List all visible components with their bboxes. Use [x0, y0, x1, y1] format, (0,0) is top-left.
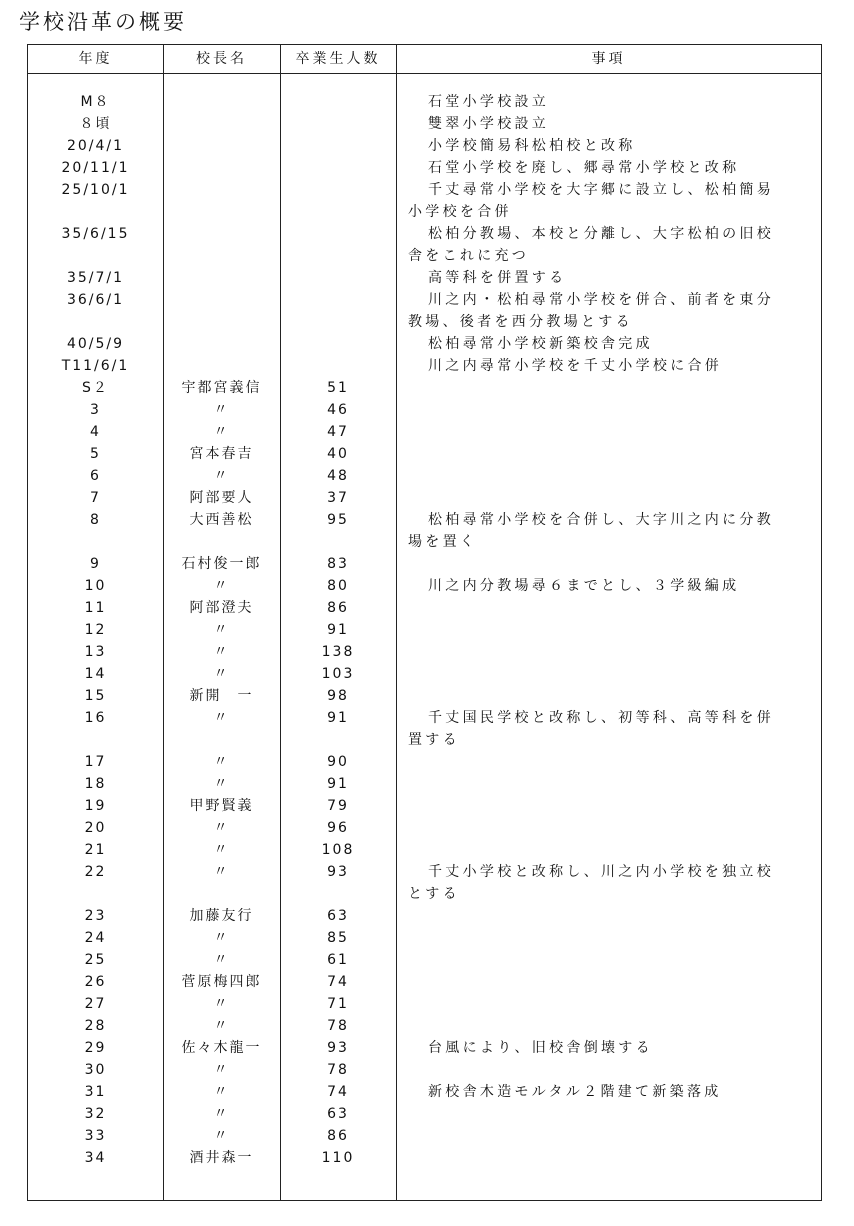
event-cell	[396, 839, 811, 861]
table-row	[28, 443, 821, 465]
event-line	[408, 597, 811, 619]
table-row	[28, 465, 821, 487]
principal-cell: 〃	[213, 842, 230, 858]
table-row	[28, 267, 821, 289]
year-cell: 9	[90, 556, 101, 572]
graduates-cell: 110	[321, 1150, 355, 1166]
table-row	[28, 773, 821, 795]
table-row	[28, 157, 821, 179]
event-line	[408, 1059, 811, 1081]
table-row	[28, 685, 821, 707]
event-cell	[396, 553, 811, 575]
event-cell	[396, 1125, 811, 1147]
event-line: 石堂小学校設立	[428, 94, 550, 110]
table-row	[28, 1037, 821, 1059]
year-cell: 21	[84, 842, 107, 858]
event-cell	[396, 971, 811, 993]
page-title: 学校沿革の概要	[19, 10, 187, 34]
principal-cell: 〃	[213, 1062, 230, 1078]
year-cell: 8	[90, 512, 101, 528]
event-cell	[396, 421, 811, 443]
event-cell	[396, 751, 811, 773]
event-cell	[396, 949, 811, 971]
event-cell	[396, 333, 811, 355]
year-cell: 17	[84, 754, 107, 770]
principal-cell: 〃	[213, 402, 230, 418]
principal-cell: 〃	[213, 666, 230, 682]
graduates-cell: 47	[327, 424, 349, 440]
year-cell: 7	[90, 490, 101, 506]
year-cell: 16	[84, 710, 107, 726]
year-cell: 6	[90, 468, 101, 484]
principal-cell: 〃	[213, 930, 230, 946]
event-line: 小学校簡易科松柏校と改称	[428, 138, 636, 154]
header-event: 事項	[591, 51, 626, 67]
graduates-cell: 63	[327, 908, 349, 924]
event-cell	[396, 905, 811, 927]
event-cell	[396, 707, 811, 751]
event-line	[408, 1147, 811, 1169]
event-line	[408, 1125, 811, 1147]
event-line: 川之内尋常小学校を千丈小学校に合併	[428, 358, 723, 374]
event-line: 舎をこれに充つ	[408, 248, 530, 264]
table-row	[28, 1059, 821, 1081]
principal-cell: 阿部要人	[189, 490, 254, 506]
table-row	[28, 817, 821, 839]
year-cell: 22	[84, 864, 107, 880]
table-row	[28, 949, 821, 971]
principal-cell: 宮本春吉	[189, 446, 254, 462]
year-cell: 15	[84, 688, 107, 704]
year-cell: T11/6/1	[61, 358, 130, 374]
event-cell	[396, 267, 811, 289]
year-cell: 20/4/1	[66, 138, 125, 154]
principal-cell: 〃	[213, 1106, 230, 1122]
table-row	[28, 575, 821, 597]
event-cell	[396, 773, 811, 795]
event-line	[408, 971, 811, 993]
year-cell: 24	[84, 930, 107, 946]
graduates-cell: 96	[327, 820, 349, 836]
graduates-cell: 51	[327, 380, 349, 396]
event-cell	[396, 355, 811, 377]
principal-cell: 石村俊一郎	[181, 556, 262, 572]
graduates-cell: 108	[321, 842, 355, 858]
event-cell	[396, 795, 811, 817]
principal-cell: 〃	[213, 622, 230, 638]
event-cell	[396, 1015, 811, 1037]
graduates-cell: 86	[327, 600, 349, 616]
year-cell: 23	[84, 908, 107, 924]
header-principal: 校長名	[196, 51, 247, 67]
event-line	[408, 377, 811, 399]
event-cell	[396, 641, 811, 663]
table-row	[28, 487, 821, 509]
event-line	[408, 817, 811, 839]
event-line	[408, 905, 811, 927]
event-cell	[396, 1037, 811, 1059]
event-line: 川之内・松柏尋常小学校を併合、前者を東分	[428, 292, 774, 308]
event-cell	[396, 91, 811, 113]
graduates-cell: 74	[327, 1084, 349, 1100]
event-cell	[396, 465, 811, 487]
table-row	[28, 399, 821, 421]
year-cell: 25	[84, 952, 107, 968]
table-row	[28, 113, 821, 135]
year-cell: 35/6/15	[61, 226, 130, 242]
principal-cell: 佐々木龍一	[181, 1040, 262, 1056]
table-row	[28, 971, 821, 993]
graduates-cell: 40	[327, 446, 349, 462]
graduates-cell: 79	[327, 798, 349, 814]
event-cell	[396, 509, 811, 553]
graduates-cell: 46	[327, 402, 349, 418]
year-cell: 32	[84, 1106, 107, 1122]
event-line: 台風により、旧校舎倒壊する	[428, 1040, 653, 1056]
table-row	[28, 1147, 821, 1169]
year-cell: 26	[84, 974, 107, 990]
table-row	[28, 509, 821, 553]
graduates-cell: 78	[327, 1018, 349, 1034]
table-row	[28, 377, 821, 399]
event-line: 教場、後者を西分教場とする	[408, 314, 633, 330]
event-line: 千丈小学校と改称し、川之内小学校を独立校	[428, 864, 774, 880]
graduates-cell: 85	[327, 930, 349, 946]
event-line: 千丈尋常小学校を大字郷に設立し、松柏簡易	[428, 182, 774, 198]
year-cell: 13	[84, 644, 107, 660]
year-cell: 10	[84, 578, 107, 594]
event-cell	[396, 597, 811, 619]
table-row	[28, 223, 821, 267]
event-line: 小学校を合併	[408, 204, 512, 220]
principal-cell: 〃	[213, 710, 230, 726]
table-row	[28, 795, 821, 817]
year-cell: 30	[84, 1062, 107, 1078]
table-row	[28, 905, 821, 927]
principal-cell: 甲野賢義	[189, 798, 254, 814]
header-graduates: 卒業生人数	[295, 51, 381, 67]
graduates-cell: 37	[327, 490, 349, 506]
year-cell: S２	[82, 380, 109, 396]
principal-cell: 〃	[213, 424, 230, 440]
event-line: 千丈国民学校と改称し、初等科、高等科を併	[428, 710, 774, 726]
table-header	[28, 45, 821, 74]
principal-cell: 加藤友行	[189, 908, 254, 924]
principal-cell: 〃	[213, 468, 230, 484]
event-cell	[396, 685, 811, 707]
event-line: 松柏尋常小学校新築校舎完成	[428, 336, 653, 352]
graduates-cell: 63	[327, 1106, 349, 1122]
graduates-cell: 93	[327, 864, 349, 880]
event-line: とする	[408, 886, 460, 902]
event-cell	[396, 157, 811, 179]
event-cell	[396, 861, 811, 905]
event-line	[408, 553, 811, 575]
table-row	[28, 289, 821, 333]
table-body	[28, 91, 821, 1169]
year-cell: M８	[80, 94, 111, 110]
graduates-cell: 90	[327, 754, 349, 770]
table-row	[28, 179, 821, 223]
year-cell: 19	[84, 798, 107, 814]
year-cell: 35/7/1	[66, 270, 125, 286]
event-cell	[396, 1103, 811, 1125]
event-line: 石堂小学校を廃し、郷尋常小学校と改称	[428, 160, 740, 176]
table-row	[28, 1081, 821, 1103]
table-row	[28, 91, 821, 113]
principal-cell: 〃	[213, 754, 230, 770]
graduates-cell: 78	[327, 1062, 349, 1078]
table-row	[28, 861, 821, 905]
principal-cell: 菅原梅四郎	[181, 974, 262, 990]
event-line	[408, 619, 811, 641]
table-row	[28, 751, 821, 773]
principal-cell: 酒井森一	[189, 1150, 254, 1166]
year-cell: 29	[84, 1040, 107, 1056]
year-cell: 4	[90, 424, 101, 440]
event-line	[408, 443, 811, 465]
year-cell: 33	[84, 1128, 107, 1144]
graduates-cell: 83	[327, 556, 349, 572]
table-row	[28, 839, 821, 861]
graduates-cell: 91	[327, 710, 349, 726]
principal-cell: 〃	[213, 1084, 230, 1100]
event-line: 雙翠小学校設立	[428, 116, 550, 132]
year-cell: 28	[84, 1018, 107, 1034]
graduates-cell: 91	[327, 622, 349, 638]
year-cell: 20	[84, 820, 107, 836]
year-cell: ８頃	[79, 116, 112, 132]
table-row	[28, 1015, 821, 1037]
principal-cell: 〃	[213, 578, 230, 594]
year-cell: 14	[84, 666, 107, 682]
year-cell: 34	[84, 1150, 107, 1166]
graduates-cell: 93	[327, 1040, 349, 1056]
principal-cell: 新開 一	[189, 688, 254, 704]
table-row	[28, 355, 821, 377]
history-table	[27, 44, 822, 1201]
graduates-cell: 74	[327, 974, 349, 990]
principal-cell: 〃	[213, 644, 230, 660]
table-row	[28, 663, 821, 685]
year-cell: 25/10/1	[61, 182, 130, 198]
principal-cell: 〃	[213, 1128, 230, 1144]
table-row	[28, 421, 821, 443]
event-line	[408, 1103, 811, 1125]
principal-cell: 〃	[213, 776, 230, 792]
event-line	[408, 465, 811, 487]
graduates-cell: 95	[327, 512, 349, 528]
event-line: 松柏尋常小学校を合併し、大字川之内に分教	[428, 512, 774, 528]
year-cell: 11	[84, 600, 107, 616]
graduates-cell: 138	[321, 644, 355, 660]
principal-cell: 〃	[213, 952, 230, 968]
header-year: 年度	[78, 51, 113, 67]
event-line	[408, 993, 811, 1015]
event-cell	[396, 817, 811, 839]
principal-cell: 阿部澄夫	[189, 600, 254, 616]
event-line: 場を置く	[408, 534, 478, 550]
table-row	[28, 993, 821, 1015]
event-cell	[396, 927, 811, 949]
event-line	[408, 751, 811, 773]
event-cell	[396, 179, 811, 223]
event-cell	[396, 487, 811, 509]
graduates-cell: 86	[327, 1128, 349, 1144]
event-cell	[396, 1081, 811, 1103]
principal-cell: 〃	[213, 996, 230, 1012]
event-cell	[396, 443, 811, 465]
event-line: 置する	[408, 732, 460, 748]
year-cell: 31	[84, 1084, 107, 1100]
table-row	[28, 333, 821, 355]
year-cell: 27	[84, 996, 107, 1012]
graduates-cell: 80	[327, 578, 349, 594]
event-cell	[396, 377, 811, 399]
year-cell: 5	[90, 446, 101, 462]
graduates-cell: 71	[327, 996, 349, 1012]
event-line	[408, 1015, 811, 1037]
event-line	[408, 795, 811, 817]
event-line: 新校舎木造モルタル２階建て新築落成	[428, 1084, 722, 1100]
event-cell	[396, 223, 811, 267]
event-cell	[396, 575, 811, 597]
event-line	[408, 663, 811, 685]
graduates-cell: 103	[321, 666, 355, 682]
event-cell	[396, 135, 811, 157]
principal-cell: 〃	[213, 820, 230, 836]
table-row	[28, 927, 821, 949]
event-cell	[396, 619, 811, 641]
event-line	[408, 399, 811, 421]
graduates-cell: 61	[327, 952, 349, 968]
year-cell: 40/5/9	[66, 336, 125, 352]
table-row	[28, 707, 821, 751]
year-cell: 18	[84, 776, 107, 792]
table-row	[28, 553, 821, 575]
event-line: 川之内分教場尋６までとし、３学級編成	[428, 578, 740, 594]
event-line	[408, 641, 811, 663]
principal-cell: 〃	[213, 1018, 230, 1034]
event-line	[408, 839, 811, 861]
event-cell	[396, 113, 811, 135]
table-row	[28, 135, 821, 157]
event-cell	[396, 1059, 811, 1081]
event-line: 松柏分教場、本校と分離し、大字松柏の旧校	[428, 226, 774, 242]
graduates-cell: 91	[327, 776, 349, 792]
event-line	[408, 949, 811, 971]
event-cell	[396, 663, 811, 685]
event-line: 高等科を併置する	[428, 270, 567, 286]
event-cell	[396, 289, 811, 333]
event-cell	[396, 399, 811, 421]
graduates-cell: 98	[327, 688, 349, 704]
event-line	[408, 773, 811, 795]
year-cell: 12	[84, 622, 107, 638]
event-cell	[396, 993, 811, 1015]
graduates-cell: 48	[327, 468, 349, 484]
event-cell	[396, 1147, 811, 1169]
event-line	[408, 421, 811, 443]
year-cell: 20/11/1	[61, 160, 130, 176]
principal-cell: 大西善松	[189, 512, 254, 528]
event-line	[408, 927, 811, 949]
principal-cell: 宇都宮義信	[181, 380, 262, 396]
principal-cell: 〃	[213, 864, 230, 880]
year-cell: 36/6/1	[66, 292, 125, 308]
table-row	[28, 1103, 821, 1125]
event-line	[408, 685, 811, 707]
table-row	[28, 641, 821, 663]
year-cell: 3	[90, 402, 101, 418]
table-row	[28, 1125, 821, 1147]
table-row	[28, 597, 821, 619]
event-line	[408, 487, 811, 509]
table-row	[28, 619, 821, 641]
